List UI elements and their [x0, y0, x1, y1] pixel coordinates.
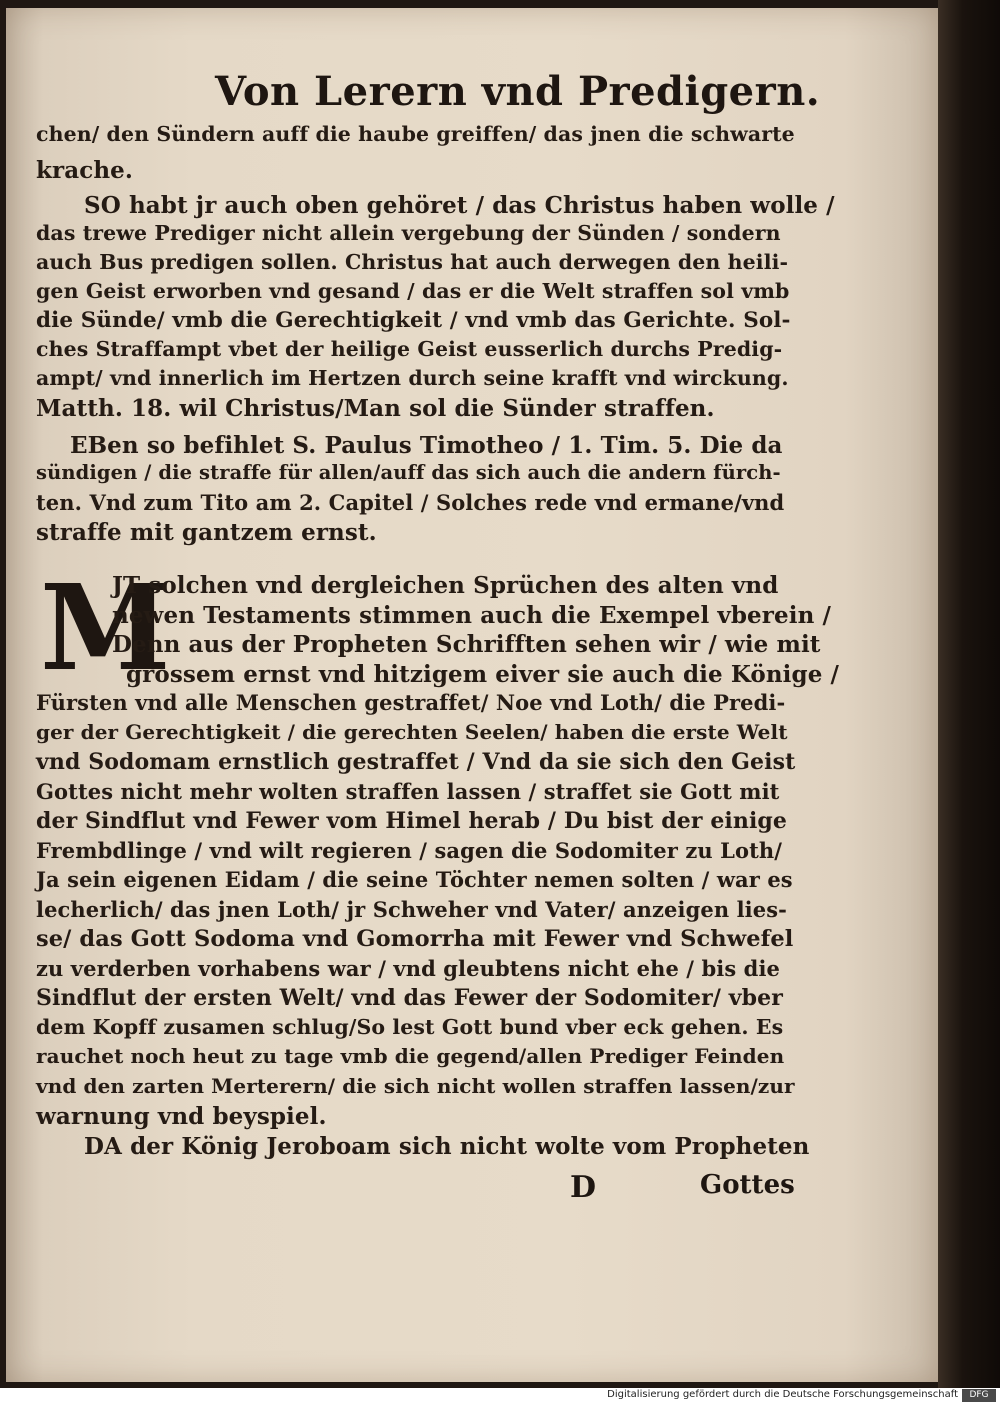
- text-line: Fürsten vnd alle Menschen gestraffet/ Noe vnd Loth/ die Predi-: [36, 690, 786, 715]
- text-line: Ja sein eigenen Eidam / die seine Töchter nemen solten / war es: [36, 867, 793, 892]
- text-line: vnd den zarten Merterern/ die sich nicht wollen straffen lassen/zur: [36, 1073, 795, 1098]
- text-line: gen Geist erworben vnd gesand / das er die Welt straffen sol vmb: [36, 279, 790, 303]
- text-line: lecherlich/ das jnen Loth/ jr Schweher vnd Vater/ anzeigen lies-: [36, 896, 787, 922]
- text-line: JT solchen vnd dergleichen Sprüchen des alten vnd: [112, 572, 779, 599]
- text-line: vnd Sodomam ernstlich gestraffet / Vnd da sie sich den Geist: [36, 749, 796, 775]
- text-line: warnung vnd beyspiel.: [36, 1103, 327, 1130]
- text-line: Matth. 18. wil Christus/Man sol die Sünder straffen.: [36, 395, 715, 422]
- text-line: Denn aus der Propheten Schrifften sehen wir / wie mit: [112, 631, 821, 658]
- text-line: SO habt jr auch oben gehöret / das Christus haben wolle /: [84, 192, 835, 219]
- text-line: Gottes nicht mehr wolten straffen lassen / straffet sie Gott mit: [36, 778, 780, 804]
- text-line: auch Bus predigen sollen. Christus hat auch derwegen den heili-: [36, 250, 789, 274]
- signature-mark: D: [570, 1170, 597, 1205]
- digitization-credit: Digitalisierung gefördert durch die Deutsche Forschungsgemeinschaft: [607, 1389, 958, 1400]
- text-line: die Sünde/ vmb die Gerechtigkeit / vnd vmb das Gerichte. Sol-: [36, 308, 791, 333]
- text-line: ampt/ vnd innerlich im Hertzen durch seine krafft vnd wirckung.: [36, 366, 789, 390]
- book-edge: [938, 0, 1000, 1388]
- text-line: chen/ den Sündern auff die haube greiffen/ das jnen die schwarte: [36, 122, 795, 146]
- catchword: Gottes: [700, 1170, 795, 1200]
- text-line: rauchet noch heut zu tage vmb die gegend/allen Prediger Feinden: [36, 1044, 785, 1068]
- text-line: zu verderben vorhabens war / vnd gleubtens nicht ehe / bis die: [36, 955, 781, 981]
- text-line: dem Kopff zusamen schlug/So lest Gott bund vber eck gehen. Es: [36, 1014, 784, 1039]
- text-line: Frembdlinge / vnd wilt regieren / sagen die Sodomiter zu Loth/: [36, 837, 783, 863]
- text-line: krache.: [36, 157, 134, 184]
- text-line: EBen so befihlet S. Paulus Timotheo / 1. Tim. 5. Die da: [70, 432, 783, 459]
- text-line: grossem ernst vnd hitzigem eiver sie auch die Könige /: [126, 660, 840, 688]
- text-line: ger der Gerechtigkeit / die gerechten Seelen/ haben die erste Welt: [36, 719, 788, 744]
- text-line: newen Testaments stimmen auch die Exempel vberein /: [112, 601, 832, 629]
- text-line: ten. Vnd zum Tito am 2. Capitel / Solches rede vnd ermane/vnd: [36, 490, 785, 515]
- text-line: straffe mit gantzem ernst.: [36, 519, 377, 546]
- initial-letter-glyph: M: [40, 558, 171, 697]
- running-title: Von Lerern vnd Predigern.: [215, 68, 821, 115]
- text-line: se/ das Gott Sodoma vnd Gomorrha mit Fewer vnd Schwefel: [36, 926, 794, 952]
- text-line: das trewe Prediger nicht allein vergebung der Sünden / sondern: [36, 221, 781, 245]
- text-line: DA der König Jeroboam sich nicht wolte vom Propheten: [84, 1132, 810, 1160]
- text-line: ches Straffampt vbet der heilige Geist eusserlich durchs Predig-: [36, 337, 783, 361]
- text-line: Sindflut der ersten Welt/ vnd das Fewer der Sodomiter/ vber: [36, 985, 783, 1011]
- text-line: der Sindflut vnd Fewer vom Himel herab / Du bist der einige: [36, 808, 788, 834]
- dfg-logo: DFG: [962, 1389, 996, 1402]
- text-line: sündigen / die straffe für allen/auff das sich auch die andern fürch-: [36, 461, 781, 484]
